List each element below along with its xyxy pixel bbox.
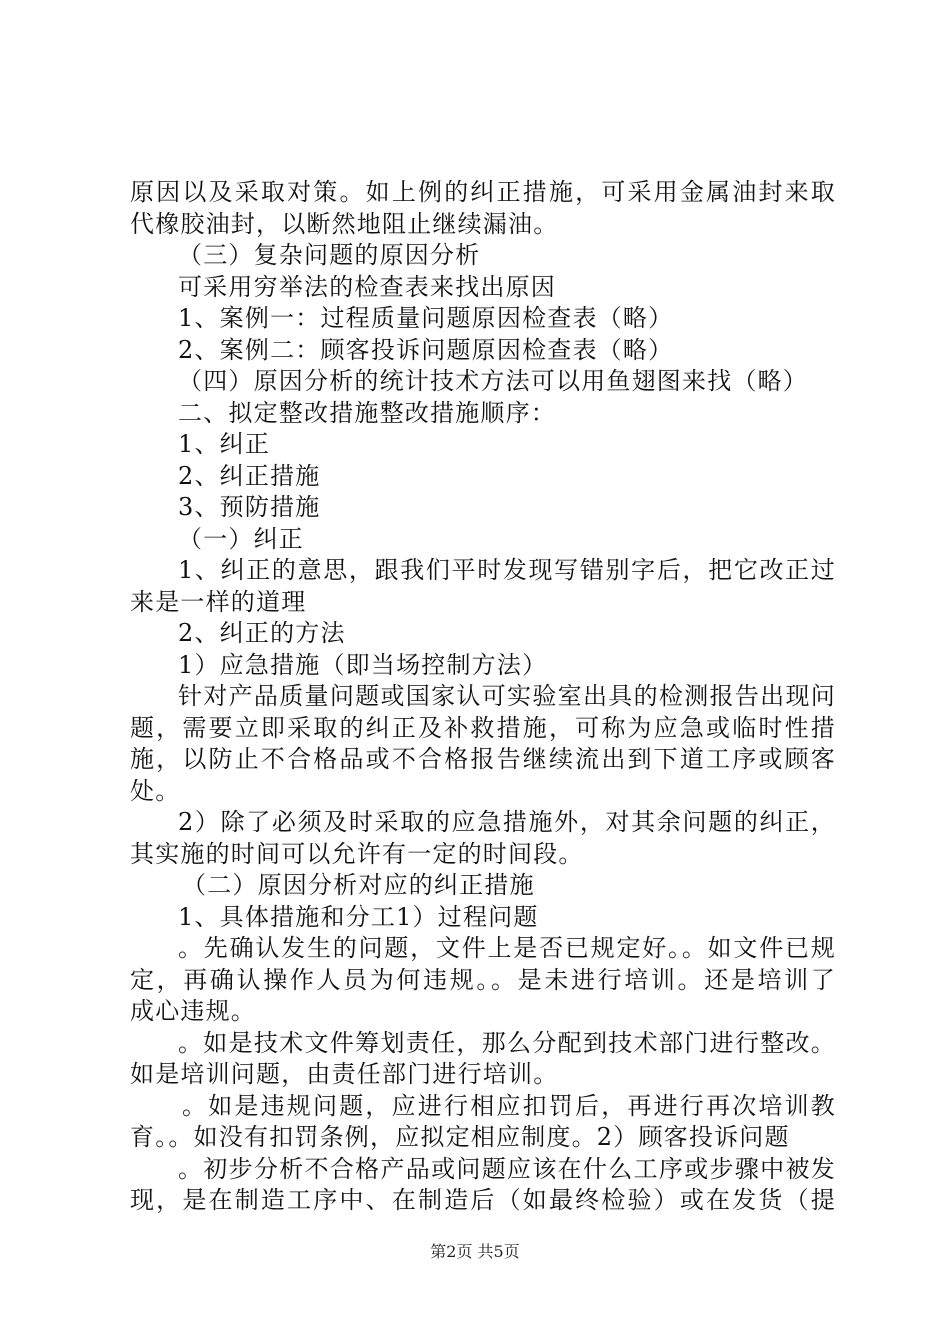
text-line: 。如是违规问题，应进行相应扣罚后，再进行再次培训教 — [182, 1091, 836, 1120]
text-line: 2）除了必须及时采取的应急措施外，对其余问题的纠正， — [178, 808, 836, 836]
list-item: 2、案例二：顾客投诉问题原因检查表（略） — [178, 335, 674, 364]
section-heading: （二）原因分析对应的纠正措施 — [182, 871, 535, 899]
list-item: 1、具体措施和分工1）过程问题 — [178, 902, 539, 931]
list-item: 2、纠正措施 — [178, 461, 321, 490]
text-line: 针对产品质量问题或国家认可实验室出具的检测报告出现问 — [178, 682, 836, 710]
text-line: 育。。如没有扣罚条例，应拟定相应制度。2）顾客投诉问题 — [130, 1123, 790, 1151]
text-line: 现，是在制造工序中、在制造后（如最终检验）或在发货（提 — [130, 1186, 836, 1214]
page-number-label: 第2页 共5页 — [430, 1242, 520, 1261]
list-item: 1）应急措施（即当场控制方法） — [178, 650, 548, 679]
text-line: 代橡胶油封，以断然地阻止继续漏油。 — [130, 209, 559, 238]
page-footer — [0, 1242, 950, 1262]
text-line: 定，再确认操作人员为何违规。。是未进行培训。还是培训了 — [130, 965, 836, 994]
text-line: 成心违规。 — [130, 997, 256, 1025]
text-line: 来是一样的道理 — [130, 587, 307, 616]
section-heading: （一）纠正 — [178, 524, 304, 553]
text-line: 原因以及采取对策。如上例的纠正措施，可采用金属油封来取 — [130, 178, 836, 206]
text-line: 处。 — [130, 776, 181, 805]
list-item: 1、案例一：过程质量问题原因检查表（略） — [178, 304, 674, 332]
list-item: 1、纠正 — [178, 430, 271, 458]
text-line: 题，需要立即采取的纠正及补救措施，可称为应急或临时性措 — [130, 713, 836, 742]
document-body — [130, 177, 836, 1217]
text-line: 。先确认发生的问题，文件上是否已规定好。。如文件已规 — [178, 934, 836, 962]
section-heading: 二、拟定整改措施整改措施顺序： — [178, 398, 556, 427]
list-item: 2、纠正的方法 — [178, 619, 346, 647]
text-line: 。如是技术文件筹划责任，那么分配到技术部门进行整改。 — [178, 1028, 836, 1057]
text-line: 施，以防止不合格品或不合格报告继续流出到下道工序或顾客 — [130, 745, 836, 773]
text-line: 。初步分析不合格产品或问题应该在什么工序或步骤中被发 — [178, 1154, 836, 1183]
list-item: 3、预防措施 — [178, 493, 321, 521]
text-line: 1、纠正的意思，跟我们平时发现写错别字后，把它改正过 — [178, 556, 836, 584]
section-heading: （三）复杂问题的原因分析 — [178, 241, 481, 269]
text-line: 其实施的时间可以允许有一定的时间段。 — [130, 839, 584, 868]
text-line: 可采用穷举法的检查表来找出原因 — [178, 272, 556, 301]
section-heading: （四）原因分析的统计技术方法可以用鱼翅图来找（略） — [178, 367, 808, 395]
text-line: 如是培训问题，由责任部门进行培训。 — [130, 1060, 559, 1088]
